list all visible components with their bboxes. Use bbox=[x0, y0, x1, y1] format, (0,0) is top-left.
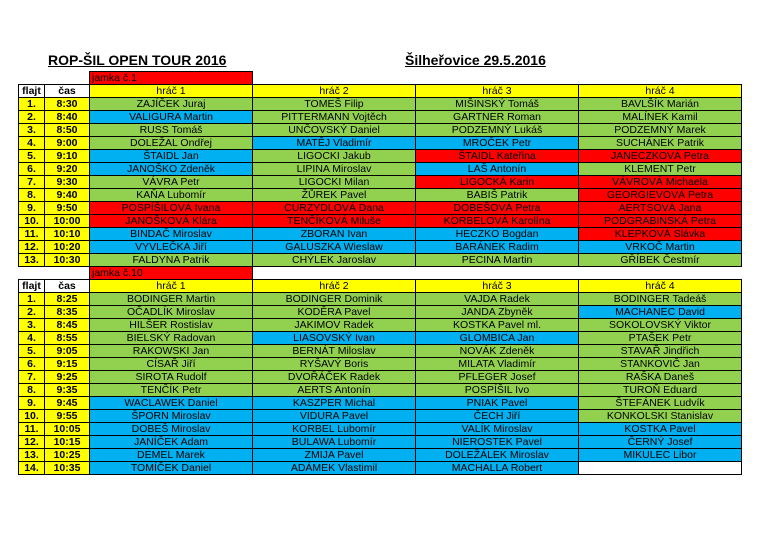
player-name: MIŠINSKÝ Tomáš bbox=[416, 98, 579, 111]
player-name: PECINA Martin bbox=[416, 254, 579, 267]
player-name: BODINGER Martin bbox=[90, 293, 253, 306]
player-name: RAŠKA Daneš bbox=[579, 371, 742, 384]
player-name: GALUSZKA Wieslaw bbox=[253, 241, 416, 254]
tee-time: 9:30 bbox=[45, 176, 90, 189]
tee-time: 9:35 bbox=[45, 384, 90, 397]
flajt-header: flajt bbox=[19, 85, 45, 98]
flight-number: 9. bbox=[19, 397, 45, 410]
tee-time: 9:00 bbox=[45, 137, 90, 150]
player-name: JANÍČEK Adam bbox=[90, 436, 253, 449]
table-row bbox=[19, 423, 742, 436]
flight-number: 2. bbox=[19, 111, 45, 124]
table-row bbox=[19, 397, 742, 410]
tee-time: 8:35 bbox=[45, 306, 90, 319]
player-name: BABIŠ Patrik bbox=[416, 189, 579, 202]
player-4-header: hráč 4 bbox=[579, 85, 742, 98]
player-name: CURZYDLOVÁ Dana bbox=[253, 202, 416, 215]
player-name: HILŠER Rostislav bbox=[90, 319, 253, 332]
flight-number: 5. bbox=[19, 150, 45, 163]
player-name: SOKOLOVSKÝ Viktor bbox=[579, 319, 742, 332]
tee-time: 9:45 bbox=[45, 397, 90, 410]
table-row bbox=[19, 176, 742, 189]
player-name: KOSTKA Pavel bbox=[579, 423, 742, 436]
tee-time: 10:20 bbox=[45, 241, 90, 254]
player-name: JANOŠKO Zdeněk bbox=[90, 163, 253, 176]
table-row bbox=[19, 124, 742, 137]
player-name: ŠTAIDL Kateřina bbox=[416, 150, 579, 163]
flight-number: 1. bbox=[19, 293, 45, 306]
tee-time: 9:15 bbox=[45, 358, 90, 371]
tee-time: 10:30 bbox=[45, 254, 90, 267]
player-name: MACHALLA Robert bbox=[416, 462, 579, 475]
player-name: NIEROSTEK Pavel bbox=[416, 436, 579, 449]
player-name: KODĚRA Pavel bbox=[253, 306, 416, 319]
table-row bbox=[19, 319, 742, 332]
player-name: LIGOCKÁ Karin bbox=[416, 176, 579, 189]
player-name: GLOMBICA Jan bbox=[416, 332, 579, 345]
flight-number: 1. bbox=[19, 98, 45, 111]
player-name: STANKOVIČ Jan bbox=[579, 358, 742, 371]
player-name: TENČÍKOVÁ Miluše bbox=[253, 215, 416, 228]
player-name: BAVLŠÍK Marián bbox=[579, 98, 742, 111]
player-4-header: hráč 4 bbox=[579, 280, 742, 293]
player-name: MIKULEC Libor bbox=[579, 449, 742, 462]
header-row bbox=[19, 85, 742, 98]
player-name: VÁVROVÁ Michaela bbox=[579, 176, 742, 189]
player-name: ŠTAIDL Jan bbox=[90, 150, 253, 163]
player-name: KOSTKA Pavel ml. bbox=[416, 319, 579, 332]
player-name: PTAŠEK Petr bbox=[579, 332, 742, 345]
tee-time: 8:45 bbox=[45, 319, 90, 332]
player-name: ČECH Jiří bbox=[416, 410, 579, 423]
schedule-table-hole-1 bbox=[18, 71, 742, 267]
table-row bbox=[19, 163, 742, 176]
flight-number: 5. bbox=[19, 345, 45, 358]
hole-row bbox=[19, 267, 742, 280]
player-name: NOVÁK Zdeněk bbox=[416, 345, 579, 358]
flight-number: 6. bbox=[19, 163, 45, 176]
player-name: PITTERMANN Vojtěch bbox=[253, 111, 416, 124]
player-name: PODZEMNÝ Marek bbox=[579, 124, 742, 137]
table-row bbox=[19, 410, 742, 423]
player-name: ADÁMEK Vlastimil bbox=[253, 462, 416, 475]
player-name: WACLAWEK Daniel bbox=[90, 397, 253, 410]
player-name: VYVLEČKA Jiří bbox=[90, 241, 253, 254]
player-name: MACHANEC David bbox=[579, 306, 742, 319]
player-name: OČADLÍK Miroslav bbox=[90, 306, 253, 319]
tee-time: 8:55 bbox=[45, 332, 90, 345]
player-name: TUROŇ Eduard bbox=[579, 384, 742, 397]
flight-number: 7. bbox=[19, 176, 45, 189]
flight-number: 4. bbox=[19, 137, 45, 150]
hole-label: jamka č.10 bbox=[90, 267, 253, 280]
tee-time: 10:00 bbox=[45, 215, 90, 228]
flajt-header: flajt bbox=[19, 280, 45, 293]
tee-time: 10:10 bbox=[45, 228, 90, 241]
player-name: TOMÍČEK Daniel bbox=[90, 462, 253, 475]
player-name: BODINGER Tadeáš bbox=[579, 293, 742, 306]
flight-number: 13. bbox=[19, 254, 45, 267]
player-name: POSPÍŠIL Ivo bbox=[416, 384, 579, 397]
player-name: PODZEMNÝ Lukáš bbox=[416, 124, 579, 137]
player-name: ZAJÍČEK Juraj bbox=[90, 98, 253, 111]
table-row bbox=[19, 371, 742, 384]
player-name: MATĚJ Vladimír bbox=[253, 137, 416, 150]
player-name: JANECZKOVÁ Petra bbox=[579, 150, 742, 163]
table-row bbox=[19, 189, 742, 202]
player-2-header: hráč 2 bbox=[253, 85, 416, 98]
player-name: KAŇA Lubomír bbox=[90, 189, 253, 202]
flight-number: 10. bbox=[19, 410, 45, 423]
player-name: TOMEŠ Filip bbox=[253, 98, 416, 111]
table-row bbox=[19, 137, 742, 150]
player-name: SIROTA Rudolf bbox=[90, 371, 253, 384]
time-header: čas bbox=[45, 280, 90, 293]
flight-number: 10. bbox=[19, 215, 45, 228]
tee-time: 8:30 bbox=[45, 98, 90, 111]
table-row bbox=[19, 293, 742, 306]
tee-time: 9:05 bbox=[45, 345, 90, 358]
flight-number: 12. bbox=[19, 436, 45, 449]
player-name: ŠPORN Miroslav bbox=[90, 410, 253, 423]
flight-number: 8. bbox=[19, 189, 45, 202]
player-name: LIGOCKI Milan bbox=[253, 176, 416, 189]
tee-time: 9:20 bbox=[45, 163, 90, 176]
tee-time: 9:40 bbox=[45, 189, 90, 202]
player-name: JAKIMOV Radek bbox=[253, 319, 416, 332]
tee-time: 10:25 bbox=[45, 449, 90, 462]
player-name: DVOŘÁČEK Radek bbox=[253, 371, 416, 384]
player-name: PODGRABINSKÁ Petra bbox=[579, 215, 742, 228]
player-name: DOLEŽÁLEK Miroslav bbox=[416, 449, 579, 462]
time-header: čas bbox=[45, 85, 90, 98]
player-name: VALIGURA Martin bbox=[90, 111, 253, 124]
player-name: RYŠAVÝ Boris bbox=[253, 358, 416, 371]
tee-time: 8:50 bbox=[45, 124, 90, 137]
hole-label: jamka č.1 bbox=[90, 72, 253, 85]
flight-number: 8. bbox=[19, 384, 45, 397]
player-name: AERTS Antonín bbox=[253, 384, 416, 397]
player-3-header: hráč 3 bbox=[416, 280, 579, 293]
player-name: BULAWA Lubomír bbox=[253, 436, 416, 449]
player-name: MALÍNEK Kamil bbox=[579, 111, 742, 124]
player-name: RAKOWSKI Jan bbox=[90, 345, 253, 358]
flight-number: 6. bbox=[19, 358, 45, 371]
table-row bbox=[19, 436, 742, 449]
player-name bbox=[579, 462, 742, 475]
flight-number: 4. bbox=[19, 332, 45, 345]
player-name: FALDYNA Patrik bbox=[90, 254, 253, 267]
flight-number: 2. bbox=[19, 306, 45, 319]
flight-number: 3. bbox=[19, 124, 45, 137]
player-name: MROČEK Petr bbox=[416, 137, 579, 150]
table-row bbox=[19, 202, 742, 215]
table-row bbox=[19, 332, 742, 345]
player-3-header: hráč 3 bbox=[416, 85, 579, 98]
tee-time: 10:35 bbox=[45, 462, 90, 475]
tee-time: 10:15 bbox=[45, 436, 90, 449]
player-name: BIELSKÝ Radovan bbox=[90, 332, 253, 345]
player-1-header: hráč 1 bbox=[90, 85, 253, 98]
player-name: JANOŠKOVÁ Klára bbox=[90, 215, 253, 228]
player-name: JANDA Zbyněk bbox=[416, 306, 579, 319]
player-1-header: hráč 1 bbox=[90, 280, 253, 293]
player-name: KLEPKOVÁ Slávka bbox=[579, 228, 742, 241]
player-name: KONKOLSKI Stanislav bbox=[579, 410, 742, 423]
player-name: VRKOČ Martin bbox=[579, 241, 742, 254]
player-name: BODINGER Dominik bbox=[253, 293, 416, 306]
player-name: PFLEGER Josef bbox=[416, 371, 579, 384]
flight-number: 13. bbox=[19, 449, 45, 462]
flight-number: 3. bbox=[19, 319, 45, 332]
player-name: POSPÍŠILOVÁ Ivana bbox=[90, 202, 253, 215]
flight-number: 9. bbox=[19, 202, 45, 215]
player-name: BARÁNEK Radim bbox=[416, 241, 579, 254]
player-name: CHÝLEK Jaroslav bbox=[253, 254, 416, 267]
table-row bbox=[19, 228, 742, 241]
table-row bbox=[19, 384, 742, 397]
tee-time: 9:55 bbox=[45, 410, 90, 423]
player-name: ZBORAN Ivan bbox=[253, 228, 416, 241]
player-name: VÁVRA Petr bbox=[90, 176, 253, 189]
player-name: CÍSAŘ Jiří bbox=[90, 358, 253, 371]
table-row bbox=[19, 111, 742, 124]
player-name: DOBEŠOVÁ Petra bbox=[416, 202, 579, 215]
player-name: VIDURA Pavel bbox=[253, 410, 416, 423]
hole-row bbox=[19, 72, 742, 85]
table-row bbox=[19, 215, 742, 228]
table-row bbox=[19, 254, 742, 267]
player-name: GŘÍBEK Čestmír bbox=[579, 254, 742, 267]
player-name: LIPINA Miroslav bbox=[253, 163, 416, 176]
player-name: STAVAŘ Jindřich bbox=[579, 345, 742, 358]
table-row bbox=[19, 306, 742, 319]
player-name: GARTNER Roman bbox=[416, 111, 579, 124]
player-name: KORBEL Lubomír bbox=[253, 423, 416, 436]
flight-number: 11. bbox=[19, 423, 45, 436]
flight-number: 11. bbox=[19, 228, 45, 241]
tournament-date: Šilheřovice 29.5.2016 bbox=[405, 52, 546, 68]
table-row bbox=[19, 358, 742, 371]
player-name: VALÍK Miroslav bbox=[416, 423, 579, 436]
flight-number: 12. bbox=[19, 241, 45, 254]
player-name: ŠTEFÁNEK Ludvík bbox=[579, 397, 742, 410]
header-row bbox=[19, 280, 742, 293]
tee-time: 10:05 bbox=[45, 423, 90, 436]
player-name: KASZPER Michal bbox=[253, 397, 416, 410]
tournament-title: ROP-ŠIL OPEN TOUR 2016 bbox=[48, 52, 227, 68]
player-name: DOBEŠ Miroslav bbox=[90, 423, 253, 436]
tee-time: 8:40 bbox=[45, 111, 90, 124]
player-name: KORBELOVÁ Karolína bbox=[416, 215, 579, 228]
player-name: LAŠ Antonín bbox=[416, 163, 579, 176]
tee-time: 9:50 bbox=[45, 202, 90, 215]
player-name: BERNÁT Miloslav bbox=[253, 345, 416, 358]
table-row bbox=[19, 462, 742, 475]
player-name: PNIAK Pavel bbox=[416, 397, 579, 410]
table-row bbox=[19, 150, 742, 163]
player-name: ŽŮREK Pavel bbox=[253, 189, 416, 202]
table-row bbox=[19, 345, 742, 358]
player-name: MILATA Vladimír bbox=[416, 358, 579, 371]
schedule-table-hole-10 bbox=[18, 266, 742, 475]
player-name: ČERNÝ Josef bbox=[579, 436, 742, 449]
player-name: DOLEŽAL Ondřej bbox=[90, 137, 253, 150]
player-name: HECZKO Bogdan bbox=[416, 228, 579, 241]
player-name: LIGOCKI Jakub bbox=[253, 150, 416, 163]
player-name: SUCHÁNEK Patrik bbox=[579, 137, 742, 150]
player-name: KLEMENT Petr bbox=[579, 163, 742, 176]
player-name: TENČÍK Petr bbox=[90, 384, 253, 397]
tee-time: 9:10 bbox=[45, 150, 90, 163]
table-row bbox=[19, 98, 742, 111]
player-name: GEORGIEVOVÁ Petra bbox=[579, 189, 742, 202]
player-name: ZMIJA Pavel bbox=[253, 449, 416, 462]
table-row bbox=[19, 241, 742, 254]
player-name: BINDAČ Miroslav bbox=[90, 228, 253, 241]
player-name: RUSS Tomáš bbox=[90, 124, 253, 137]
flight-number: 7. bbox=[19, 371, 45, 384]
flight-number: 14. bbox=[19, 462, 45, 475]
player-name: UNČOVSKÝ Daniel bbox=[253, 124, 416, 137]
tee-time: 8:25 bbox=[45, 293, 90, 306]
player-name: LIASOVSKÝ Ivan bbox=[253, 332, 416, 345]
player-name: DEMEL Marek bbox=[90, 449, 253, 462]
player-name: VAJDA Radek bbox=[416, 293, 579, 306]
tee-time: 9:25 bbox=[45, 371, 90, 384]
player-2-header: hráč 2 bbox=[253, 280, 416, 293]
player-name: AERTSOVÁ Jana bbox=[579, 202, 742, 215]
table-row bbox=[19, 449, 742, 462]
